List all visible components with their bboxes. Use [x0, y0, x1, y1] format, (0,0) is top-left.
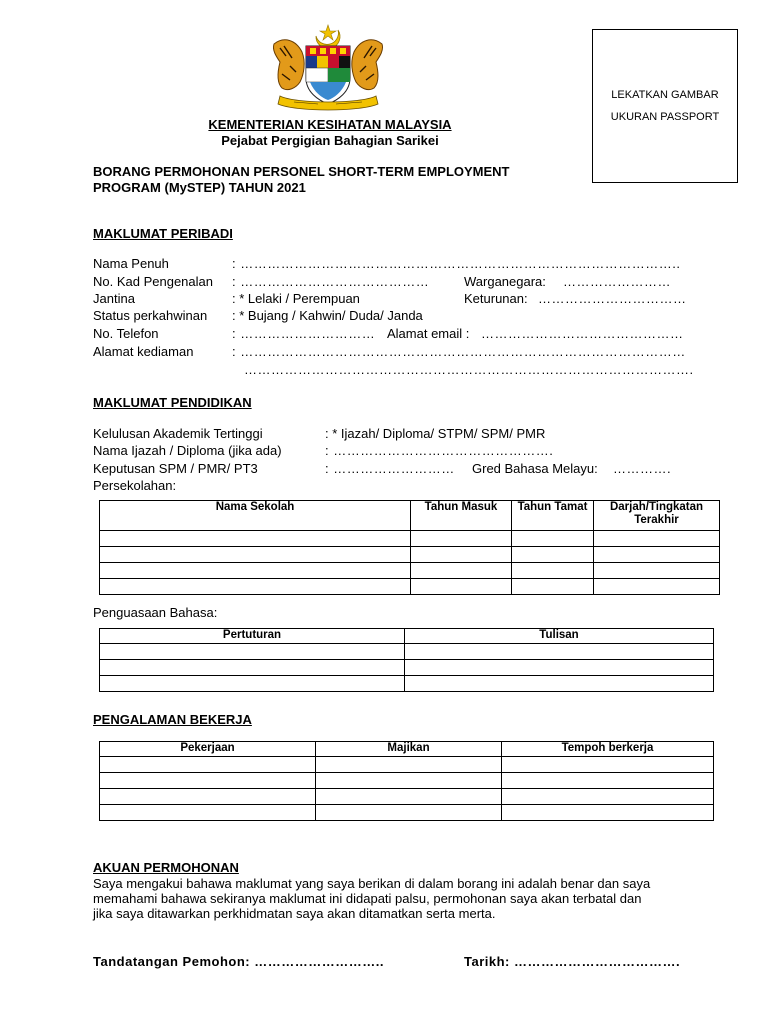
label-email: Alamat email :	[387, 326, 470, 341]
ministry-title: KEMENTERIAN KESIHATAN MALAYSIA	[208, 117, 452, 132]
section-heading-work: PENGALAMAN BEKERJA	[93, 712, 252, 727]
table-cell[interactable]	[100, 579, 411, 595]
table-cell[interactable]	[316, 789, 502, 805]
table-row	[100, 644, 714, 660]
table-cell[interactable]	[405, 676, 714, 692]
table-cell[interactable]	[316, 805, 502, 821]
signature-field[interactable]: Tandatangan Pemohon: ………………………..	[93, 954, 384, 969]
label-gender: Jantina	[93, 291, 135, 306]
table-cell[interactable]	[512, 563, 594, 579]
table-cell[interactable]	[100, 547, 411, 563]
field-race[interactable]: ……………………………	[538, 291, 687, 306]
work-header-employer: Majikan	[316, 742, 502, 757]
photo-box-line1: LEKATKAN GAMBAR	[611, 89, 719, 101]
field-address-line2[interactable]: ……………………………………………………………………………………….	[244, 362, 694, 377]
school-header-last-level: Darjah/Tingkatan Terakhir	[594, 501, 720, 531]
date-field[interactable]: Tarikh: ……………………………….	[464, 954, 681, 969]
table-cell[interactable]	[316, 757, 502, 773]
table-row	[100, 789, 714, 805]
table-cell[interactable]	[100, 531, 411, 547]
field-malay-grade[interactable]: ………….	[613, 461, 672, 476]
table-cell[interactable]	[100, 644, 405, 660]
field-address-line1[interactable]: : ………………………………………………………………………………………	[232, 344, 686, 359]
passport-photo-box[interactable]	[592, 29, 738, 183]
work-table	[99, 741, 714, 821]
label-language-proficiency: Penguasaan Bahasa:	[93, 605, 218, 620]
declaration-line1: Saya mengakui bahawa maklumat yang saya berikan di dalam borang ini adalah benar dan saya	[93, 876, 651, 891]
table-cell[interactable]	[405, 644, 714, 660]
school-table	[99, 500, 720, 595]
label-malay-grade: Gred Bahasa Melayu:	[472, 461, 598, 476]
table-row	[100, 773, 714, 789]
field-exam-result[interactable]: : ………………………	[325, 461, 455, 476]
label-degree-name: Nama Ijazah / Diploma (jika ada)	[93, 443, 282, 458]
declaration-line3: jika saya ditawarkan perkhidmatan saya akan ditamatkan serta merta.	[93, 906, 496, 921]
malaysia-coat-of-arms-icon	[266, 22, 390, 114]
table-row	[100, 531, 720, 547]
section-heading-education: MAKLUMAT PENDIDIKAN	[93, 395, 252, 410]
form-title-line2: PROGRAM (MySTEP) TAHUN 2021	[93, 180, 306, 195]
table-cell[interactable]	[502, 805, 714, 821]
label-highest-qualification: Kelulusan Akademik Tertinggi	[93, 426, 263, 441]
table-cell[interactable]	[100, 563, 411, 579]
school-header-year-out: Tahun Tamat	[512, 501, 594, 531]
table-cell[interactable]	[100, 676, 405, 692]
field-gender[interactable]: : * Lelaki / Perempuan	[232, 291, 360, 306]
table-cell[interactable]	[100, 660, 405, 676]
table-cell[interactable]	[512, 579, 594, 595]
table-cell[interactable]	[594, 579, 720, 595]
field-phone[interactable]: : …………………………	[232, 326, 376, 341]
table-cell[interactable]	[411, 579, 512, 595]
table-cell[interactable]	[502, 757, 714, 773]
field-full-name[interactable]: : ……………………………………………………………………………………..	[232, 256, 681, 271]
table-cell[interactable]	[316, 773, 502, 789]
language-header-spoken: Pertuturan	[100, 629, 405, 644]
field-ic-number[interactable]: : ……………………………………	[232, 274, 430, 289]
work-header-job: Pekerjaan	[100, 742, 316, 757]
field-highest-qualification[interactable]: : * Ijazah/ Diploma/ STPM/ SPM/ PMR	[325, 426, 546, 441]
table-row	[100, 676, 714, 692]
table-cell[interactable]	[512, 547, 594, 563]
school-header-name: Nama Sekolah	[100, 501, 411, 531]
section-heading-personal: MAKLUMAT PERIBADI	[93, 226, 233, 241]
declaration-line2: memahami bahawa sekiranya maklumat ini didapati palsu, permohonan saya akan terbatal dan	[93, 891, 642, 906]
table-cell[interactable]	[512, 531, 594, 547]
table-row	[100, 757, 714, 773]
table-cell[interactable]	[100, 805, 316, 821]
label-address: Alamat kediaman	[93, 344, 194, 359]
table-cell[interactable]	[502, 773, 714, 789]
section-heading-declaration: AKUAN PERMOHONAN	[93, 860, 239, 875]
table-cell[interactable]	[411, 563, 512, 579]
label-ic-number: No. Kad Pengenalan	[93, 274, 213, 289]
table-cell[interactable]	[594, 531, 720, 547]
field-email[interactable]: ………………………………………	[481, 326, 684, 341]
school-header-year-in: Tahun Masuk	[411, 501, 512, 531]
table-cell[interactable]	[594, 563, 720, 579]
table-cell[interactable]	[411, 547, 512, 563]
table-cell[interactable]	[100, 773, 316, 789]
photo-box-line2: UKURAN PASSPORT	[610, 111, 720, 123]
field-nationality[interactable]: ……………………	[563, 274, 671, 289]
label-schooling: Persekolahan:	[93, 478, 177, 493]
table-row	[100, 547, 720, 563]
work-header-duration: Tempoh berkerja	[502, 742, 714, 757]
label-nationality: Warganegara:	[464, 274, 546, 289]
table-row	[100, 660, 714, 676]
label-full-name: Nama Penuh	[93, 256, 169, 271]
table-cell[interactable]	[405, 660, 714, 676]
table-cell[interactable]	[411, 531, 512, 547]
language-header-written: Tulisan	[405, 629, 714, 644]
table-cell[interactable]	[100, 757, 316, 773]
table-row	[100, 805, 714, 821]
office-title: Pejabat Pergigian Bahagian Sarikei	[221, 133, 439, 148]
language-table	[99, 628, 714, 692]
label-phone: No. Telefon	[93, 326, 159, 341]
table-cell[interactable]	[502, 789, 714, 805]
field-marital-status[interactable]: : * Bujang / Kahwin/ Duda/ Janda	[232, 308, 423, 323]
table-cell[interactable]	[594, 547, 720, 563]
form-title-line1: BORANG PERMOHONAN PERSONEL SHORT-TERM EMPLOYMENT	[93, 164, 510, 179]
label-exam-result: Keputusan SPM / PMR/ PT3	[93, 461, 258, 476]
field-degree-name[interactable]: : ………………………………………….	[325, 443, 554, 458]
table-cell[interactable]	[100, 789, 316, 805]
table-row	[100, 579, 720, 595]
label-marital-status: Status perkahwinan	[93, 308, 208, 323]
table-row	[100, 563, 720, 579]
label-race: Keturunan:	[464, 291, 528, 306]
